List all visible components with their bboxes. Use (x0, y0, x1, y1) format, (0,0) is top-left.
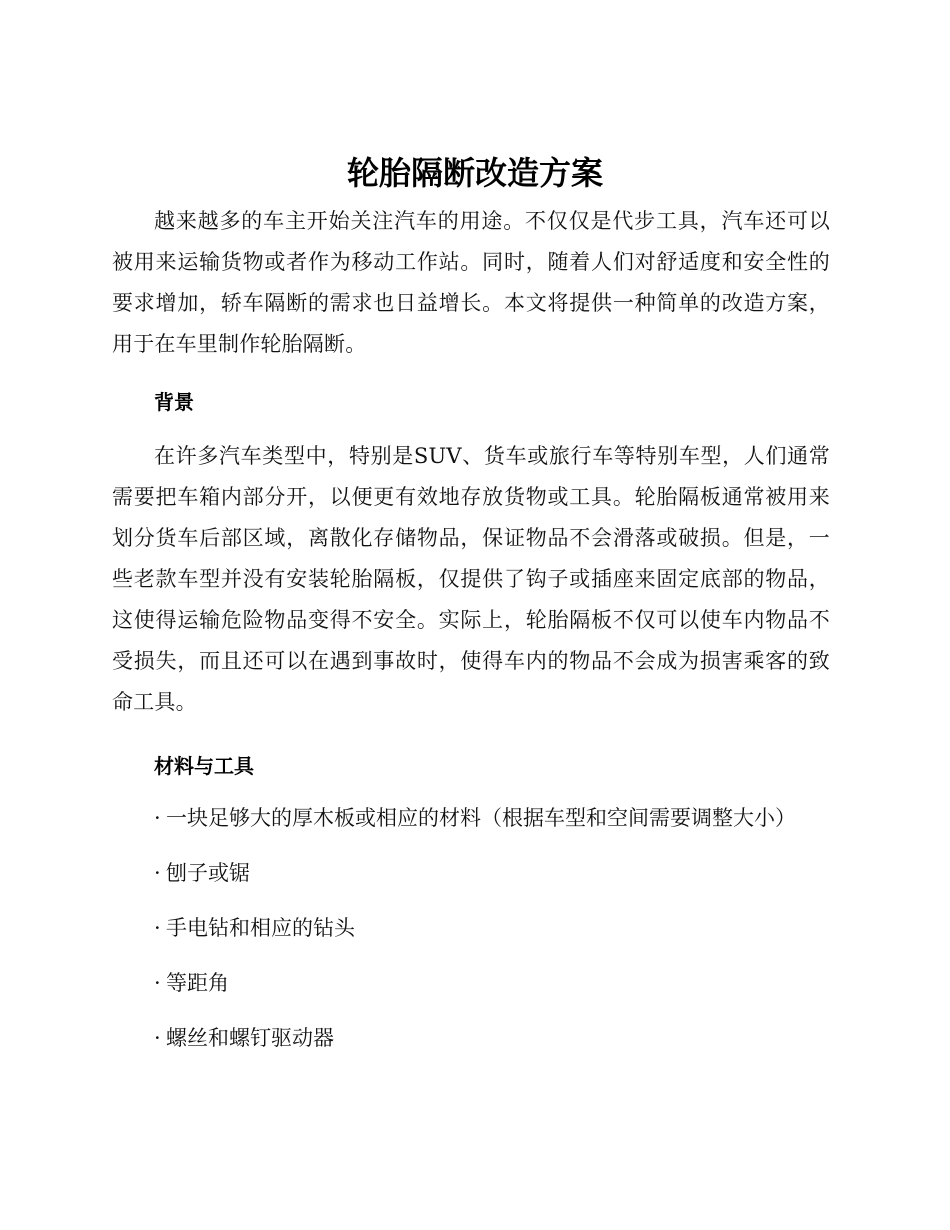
bullet-icon: · (154, 806, 161, 830)
list-item-text: 一块足够大的厚木板或相应的材料（根据车型和空间需要调整大小） (166, 806, 796, 830)
list-item (154, 912, 796, 967)
list-item (154, 857, 796, 912)
background-paragraph: 在许多汽车类型中，特别是SUV、货车或旅行车等特别车型，人们通常需要把车箱内部分开，以便更有效地存放货物或工具。轮胎隔板通常被用来划分货车后部区域，离散化存储物品，保证物品不会滑落或破损。但是，一些老款车型并没有安装轮胎隔板，仅提供了钩子或插座来固定底部的物品，这使得运输危险物品变得不安全。实际上，轮胎隔板不仅可以使车内物品不受损失，而且还可以在遇到事故时，使得车内的物品不会成为损害乘客的致命工具。 (112, 444, 830, 714)
list-item (154, 802, 796, 857)
document-title: 轮胎隔断改造方案 (346, 154, 603, 192)
list-item-text: 手电钻和相应的钻头 (166, 916, 355, 940)
section-heading-materials: 材料与工具 (154, 754, 254, 778)
materials-list (154, 802, 796, 1077)
section-heading-background: 背景 (154, 390, 194, 414)
list-item-text: 螺丝和螺钉驱动器 (166, 1026, 334, 1050)
list-item (154, 1022, 796, 1077)
list-item-text: 等距角 (166, 971, 229, 995)
list-item (154, 967, 796, 1022)
bullet-icon: · (154, 971, 161, 995)
intro-paragraph: 越来越多的车主开始关注汽车的用途。不仅仅是代步工具，汽车还可以被用来运输货物或者作为移动工作站。同时，随着人们对舒适度和安全性的要求增加，轿车隔断的需求也日益增长。本文将提供一种简单的改造方案，用于在车里制作轮胎隔断。 (112, 209, 830, 356)
bullet-icon: · (154, 1026, 161, 1050)
list-item-text: 刨子或锯 (166, 861, 250, 885)
bullet-icon: · (154, 916, 161, 940)
bullet-icon: · (154, 861, 161, 885)
